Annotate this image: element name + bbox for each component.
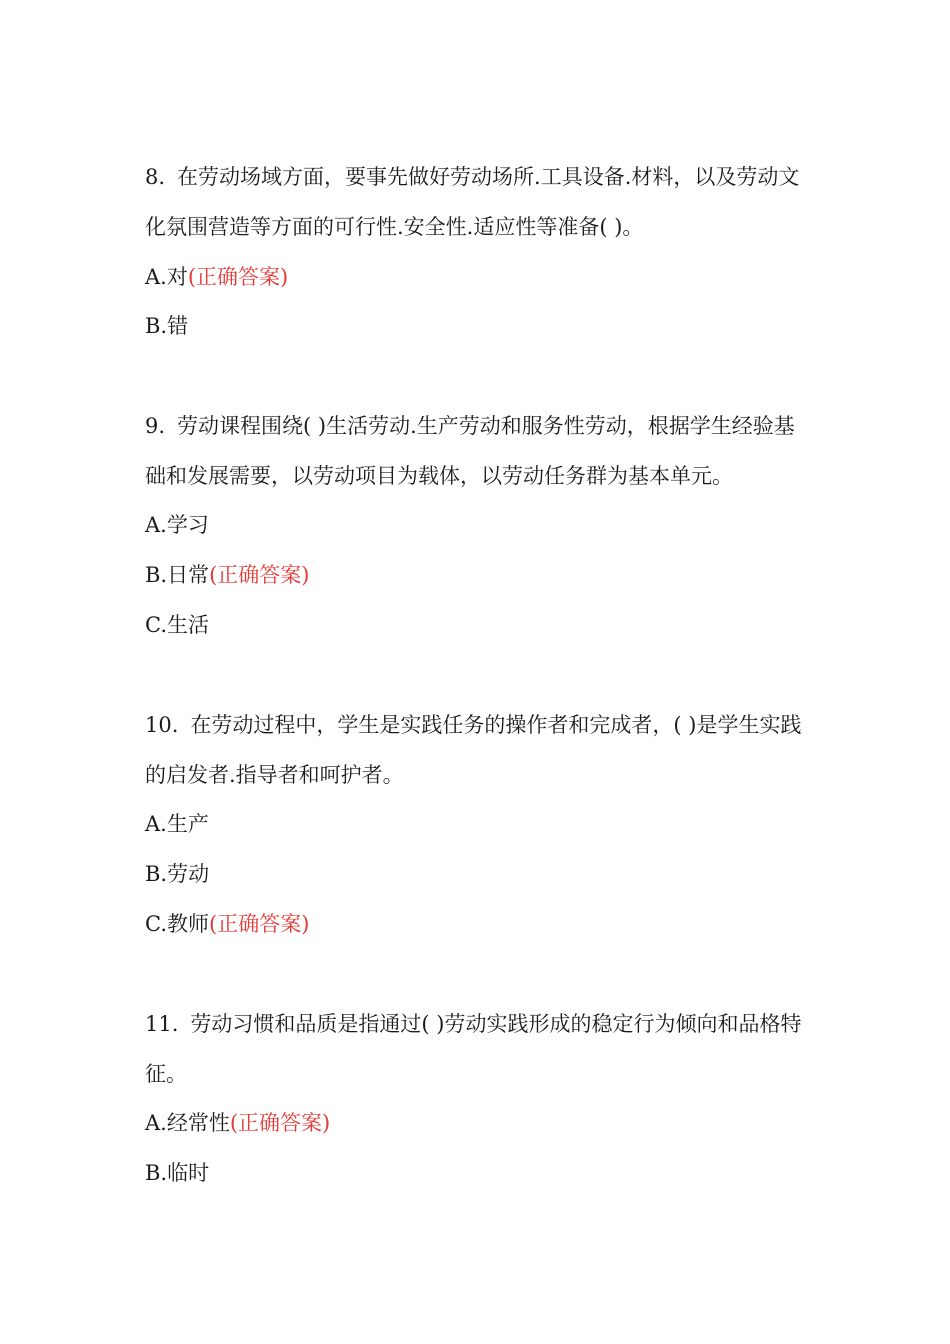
option-text: 劳动 <box>167 862 210 886</box>
correct-answer-mark: (正确答案) <box>229 1111 331 1135</box>
correct-answer-mark: (正确答案) <box>209 912 310 936</box>
question-number: 9. <box>145 414 166 438</box>
question-8-stem <box>145 152 810 252</box>
option-text: 生活 <box>167 613 209 637</box>
option-label: C. <box>145 912 167 936</box>
question-9-option-c <box>145 600 810 650</box>
question-9-stem <box>145 401 810 501</box>
question-8-option-a <box>145 252 810 302</box>
question-8-option-b <box>145 301 810 351</box>
option-label: A. <box>145 812 167 836</box>
question-text: 在劳动场域方面，要事先做好劳动场所.工具设备.材料，以及劳动文化氛围营造等方面的可行性.安全性.适应性等准备( )。 <box>145 165 800 239</box>
question-11-option-a <box>145 1098 810 1148</box>
option-label: A. <box>145 265 167 289</box>
option-text: 临时 <box>167 1161 210 1185</box>
option-label: B. <box>145 314 168 338</box>
correct-answer-mark: (正确答案) <box>187 265 289 289</box>
option-label: A. <box>145 1111 167 1135</box>
question-11-option-b <box>145 1148 810 1198</box>
question-text: 在劳动过程中，学生是实践任务的操作者和完成者，( )是学生实践的启发者.指导者和呵护者。 <box>145 713 802 787</box>
option-text: 错 <box>167 314 189 338</box>
question-text: 劳动习惯和品质是指通过( )劳动实践形成的稳定行为倾向和品格特征。 <box>145 1012 802 1086</box>
correct-answer-mark: (正确答案) <box>209 563 310 587</box>
option-label: B. <box>145 862 168 886</box>
option-text: 教师 <box>167 912 209 936</box>
option-label: A. <box>145 513 167 537</box>
question-number: 8. <box>145 165 166 189</box>
question-11-stem <box>145 999 810 1099</box>
option-text: 学习 <box>166 513 209 537</box>
question-10-option-b <box>145 849 810 899</box>
question-number: 11. <box>145 1012 179 1036</box>
question-number: 10. <box>145 713 179 737</box>
option-label: B. <box>145 563 168 587</box>
question-10-option-a <box>145 799 810 849</box>
question-9-option-a <box>145 500 810 550</box>
option-text: 经常性 <box>166 1111 230 1135</box>
option-text: 日常 <box>167 563 210 587</box>
question-9-option-b <box>145 550 810 600</box>
question-10-option-c <box>145 899 810 949</box>
option-label: B. <box>145 1161 168 1185</box>
question-text: 劳动课程围绕( )生活劳动.生产劳动和服务性劳动，根据学生经验基础和发展需要，以劳动项目为载体，以劳动任务群为基本单元。 <box>145 414 795 488</box>
question-10-stem <box>145 700 810 800</box>
option-text: 对 <box>166 265 188 289</box>
option-label: C. <box>145 613 167 637</box>
option-text: 生产 <box>166 812 209 836</box>
